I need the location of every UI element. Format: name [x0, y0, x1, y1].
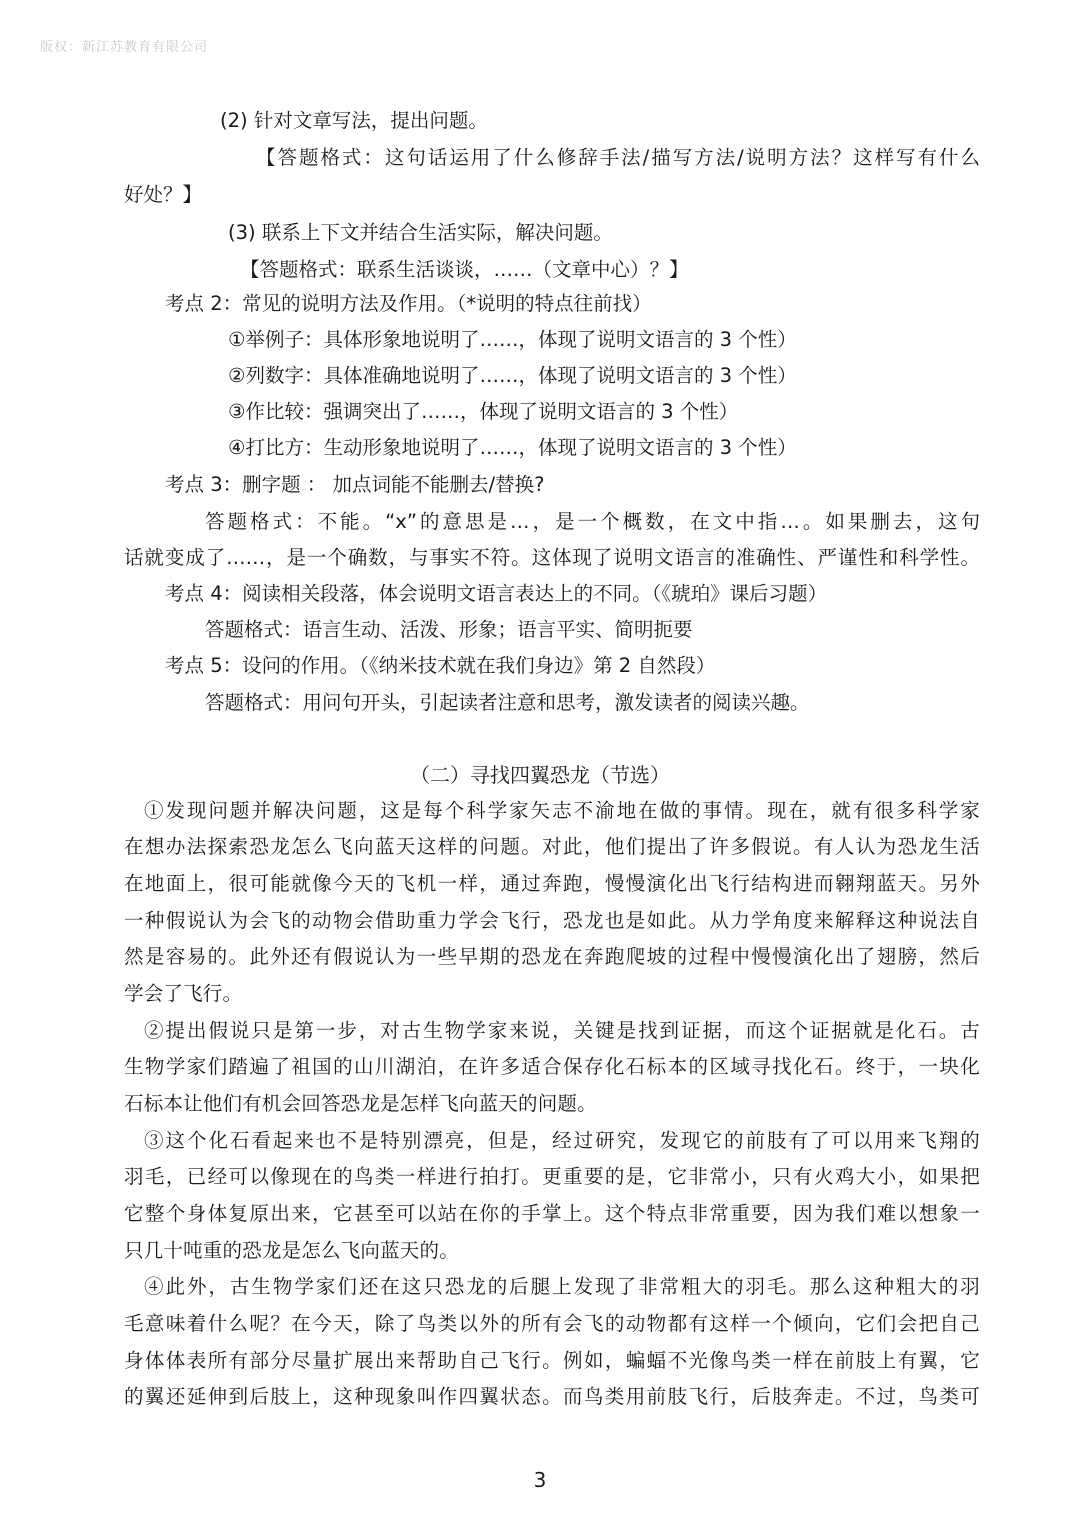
article-line: ①发现问题并解决问题，这是每个科学家矢志不渝地在做的事情。现在，就有很多科学家	[144, 799, 980, 822]
article-line: 学会了飞行。	[124, 982, 243, 1005]
question-3: (3) 联系上下文并结合生活实际，解决问题。	[228, 221, 613, 244]
article-line: 羽毛，已经可以像现在的鸟类一样进行拍打。更重要的是，它非常小，只有火鸡大小，如果把	[124, 1165, 980, 1188]
article-line: ④此外，古生物学家们还在这只恐龙的后腿上发现了非常粗大的羽毛。那么这种粗大的羽	[144, 1275, 980, 1298]
kaodian-5-heading: 考点 5：设问的作用。（《纳米技术就在我们身边》第 2 自然段）	[165, 654, 716, 677]
kaodian-4-answer: 答题格式：语言生动、活泼、形象；语言平实、简明扼要	[205, 618, 693, 641]
kaodian-3-heading: 考点 3：删字题 ： 加点词能不能删去/替换?	[165, 473, 545, 496]
kaodian-2-heading: 考点 2：常见的说明方法及作用。（*说明的特点往前找）	[165, 292, 652, 315]
kaodian-2-item: ①举例子：具体形象地说明了……，体现了说明文语言的 3 个性）	[228, 328, 797, 351]
watermark-text: 版权：新江苏教育有限公司	[40, 40, 209, 55]
kaodian-3-answer-line1: 答题格式：不能。“x”的意思是…，是一个概数，在文中指…。如果删去，这句	[205, 510, 980, 533]
article-line: ②提出假说只是第一步，对古生物学家来说，关键是找到证据，而这个证据就是化石。古	[144, 1019, 980, 1042]
article-line: 一种假说认为会飞的动物会借助重力学会飞行，恐龙也是如此。从力学角度来解释这种说法自	[124, 909, 980, 932]
kaodian-5-answer: 答题格式：用问句开头，引起读者注意和思考，激发读者的阅读兴趣。	[205, 691, 810, 714]
article-line: 在想办法探索恐龙怎么飞向蓝天这样的问题。对此，他们提出了许多假说。有人认为恐龙生活	[124, 835, 980, 858]
article-line: 的翼还延伸到后肢上，这种现象叫作四翼状态。而鸟类用前肢飞行，后肢奔走。不过，鸟类可	[124, 1385, 980, 1408]
article-line: 石标本让他们有机会回答恐龙是怎样飞向蓝天的问题。	[124, 1092, 597, 1115]
kaodian-2-item: ③作比较：强调突出了……，体现了说明文语言的 3 个性）	[228, 400, 739, 423]
article-title: （二）寻找四翼恐龙（节选）	[410, 763, 670, 787]
kaodian-2-item: ④打比方：生动形象地说明了……，体现了说明文语言的 3 个性）	[228, 436, 797, 459]
question-2-format-line1: 【答题格式：这句话运用了什么修辞手法/描写方法/说明方法？这样写有什么	[256, 146, 980, 169]
kaodian-4-heading: 考点 4：阅读相关段落，体会说明文语言表达上的不同。（《琥珀》课后习题）	[165, 582, 828, 605]
article-line: ③这个化石看起来也不是特别漂亮，但是，经过研究，发现它的前肢有了可以用来飞翔的	[144, 1129, 980, 1152]
article-line: 生物学家们踏遍了祖国的山川湖泊，在许多适合保存化石标本的区域寻找化石。终于，一块化	[124, 1055, 980, 1078]
article-line: 只几十吨重的恐龙是怎么飞向蓝天的。	[124, 1239, 459, 1262]
article-line: 它整个身体复原出来，它甚至可以站在你的手掌上。这个特点非常重要，因为我们难以想象一	[124, 1202, 980, 1225]
article-line: 毛意味着什么呢？在今天，除了鸟类以外的所有会飞的动物都有这样一个倾向，它们会把自己	[124, 1312, 980, 1335]
question-2-format-line2: 好处？】	[124, 183, 203, 206]
article-line: 然是容易的。此外还有假说认为一些早期的恐龙在奔跑爬坡的过程中慢慢演化出了翅膀，然后	[124, 945, 980, 968]
article-line: 在地面上，很可能就像今天的飞机一样，通过奔跑，慢慢演化出飞行结构进而翱翔蓝天。另外	[124, 872, 980, 895]
kaodian-3-answer-line2: 话就变成了……，是一个确数，与事实不符。这体现了说明文语言的准确性、严谨性和科学性。	[124, 546, 980, 569]
question-3-format: 【答题格式：联系生活谈谈，……（文章中心）？】	[240, 258, 689, 281]
page-number: 3	[533, 1468, 547, 1492]
article-line: 身体体表所有部分尽量扩展出来帮助自己飞行。例如，蝙蝠不光像鸟类一样在前肢上有翼，它	[124, 1349, 980, 1372]
kaodian-2-item: ②列数字：具体准确地说明了……，体现了说明文语言的 3 个性）	[228, 364, 797, 387]
question-2: (2) 针对文章写法，提出问题。	[220, 109, 488, 132]
